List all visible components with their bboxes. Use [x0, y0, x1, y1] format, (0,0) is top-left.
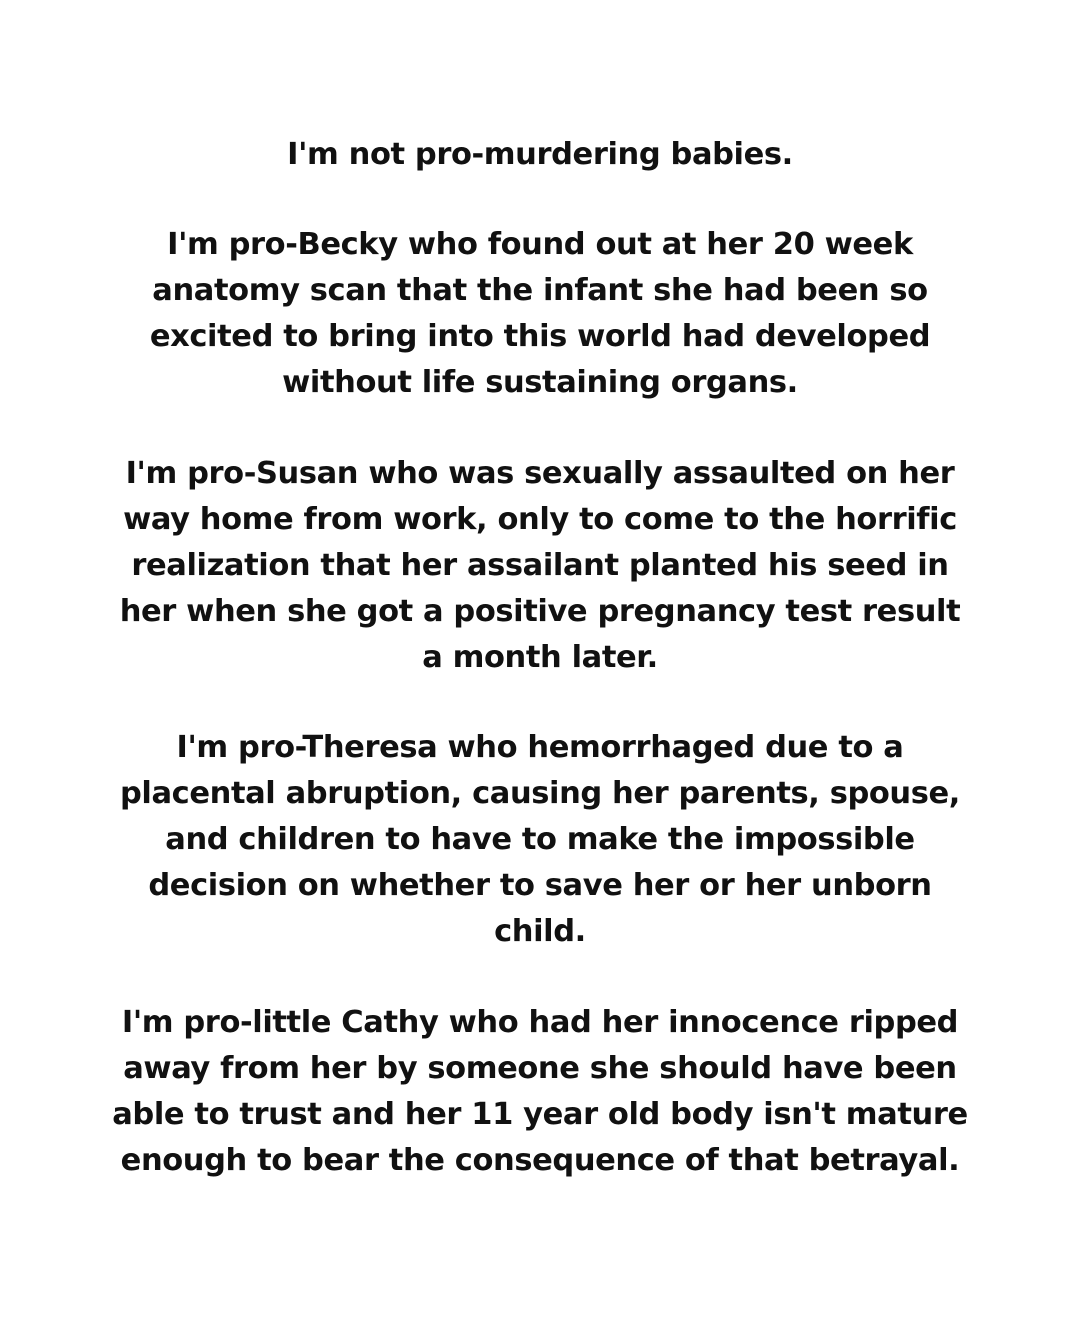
text-line: anatomy scan that the infant she had been so	[152, 273, 928, 308]
text-line: I'm pro-Susan who was sexually assaulted on her	[125, 456, 955, 491]
text-line: her when she got a positive pregnancy test result	[119, 594, 961, 629]
text-line: realization that her assailant planted his seed in	[131, 548, 949, 583]
text-line: I'm pro-Becky who found out at her 20 week	[167, 227, 913, 262]
text-line: enough to bear the consequence of that betrayal.	[120, 1143, 960, 1178]
text-line: I'm pro-Theresa who hemorrhaged due to a	[176, 730, 904, 765]
text-line: away from her by someone she should have been	[123, 1051, 957, 1086]
text-line: able to trust and her 11 year old body isn't mature	[112, 1097, 968, 1132]
paragraph-becky	[0, 222, 1080, 406]
text-line: excited to bring into this world had developed	[149, 319, 931, 354]
paragraph-susan	[0, 451, 1080, 681]
paragraph-theresa	[0, 725, 1080, 955]
text-line: I'm pro-little Cathy who had her innocence ripped	[121, 1005, 959, 1040]
text-line: decision on whether to save her or her unborn	[148, 868, 932, 903]
text-line: way home from work, only to come to the horrific	[123, 502, 957, 537]
paragraph-intro	[0, 132, 1080, 178]
text-line: I'm not pro-murdering babies.	[287, 137, 793, 172]
text-line: a month later.	[422, 640, 658, 675]
text-line: child.	[494, 914, 586, 949]
text-line: and children to have to make the impossible	[165, 822, 915, 857]
text-line: without life sustaining organs.	[282, 365, 798, 400]
text-line: placental abruption, causing her parents, spouse,	[120, 776, 960, 811]
paragraph-cathy	[0, 1000, 1080, 1184]
